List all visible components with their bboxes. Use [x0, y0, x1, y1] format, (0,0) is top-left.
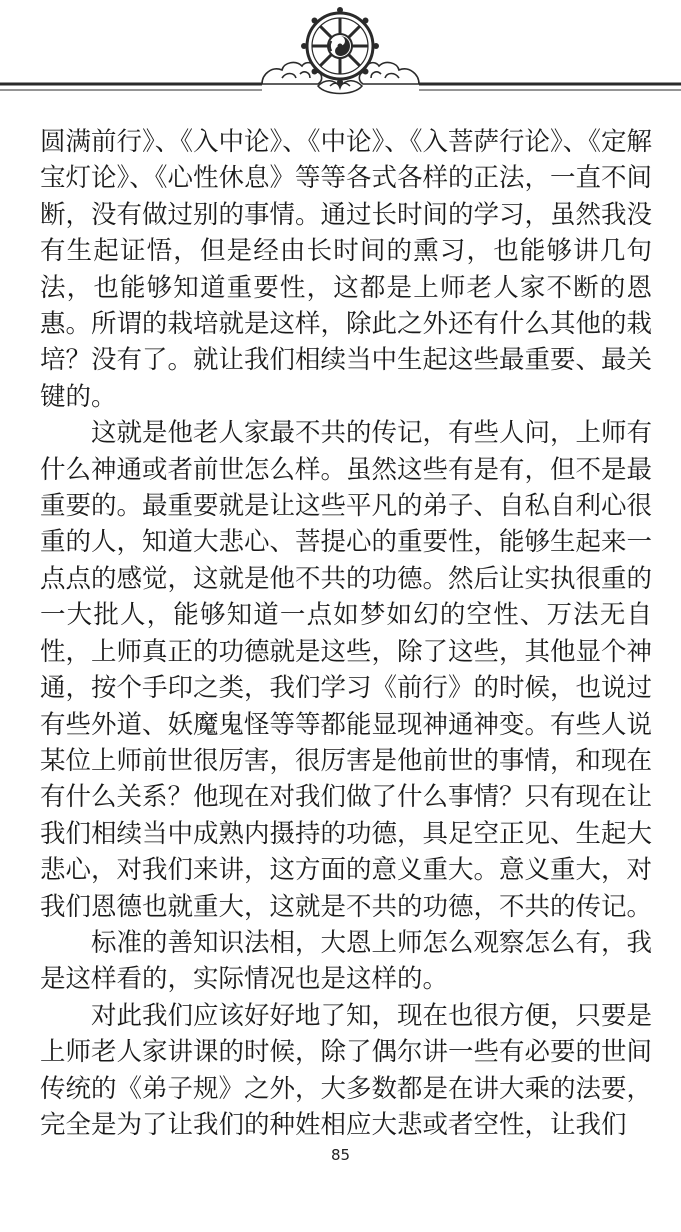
paragraph: 标准的善知识法相，大恩上师怎么观察怎么有，我是这样看的，实际情况也是这样的。	[40, 927, 653, 995]
paragraph: 圆满前行》、《入中论》、《中论》、《入菩萨行论》、《定解宝灯论》、《心性休息》等等各式各样的正法，一直不间断，没有做过别的事情。通过长时间的学习，虽然我没有生起证悟，但是经由长时间的熏习，也能够讲几句法，也能够知道重要性，这都是上师老人家不断的恩惠。所谓的栽培就是这样，除此之外还有什么其他的栽培？没有了。就让我们相续当中生起这些最重要、最关键的。	[40, 127, 653, 412]
right-cloud-icon	[359, 63, 419, 84]
header-border-ornament	[0, 0, 681, 112]
paragraph: 对此我们应该好好地了知，现在也很方便，只要是上师老人家讲课的时候，除了偶尔讲一些有必要的世间传统的《弟子规》之外，大多数都是在讲大乘的法要，完全是为了让我们的种姓相应大悲或者空性，让我们	[40, 1000, 653, 1140]
page-header-ornament	[0, 0, 681, 112]
body-text	[40, 124, 652, 1143]
dharma-wheel-icon	[301, 7, 379, 85]
paragraph: 这就是他老人家最不共的传记，有些人问，上师有什么神通或者前世怎么样。虽然这些有是有，但不是最重要的。最重要就是让这些平凡的弟子、自私自利心很重的人，知道大悲心、菩提心的重要性，能够生起来一点点的感觉，这就是他不共的功德。然后让实执很重的一大批人，能够知道一点如梦如幻的空性、万法无自性，上师真正的功德就是这些，除了这些，其他显个神通，按个手印之类，我们学习《前行》的时候，也说过有些外道、妖魔鬼怪等等都能显现神通神变。有些人说某位上师前世很厉害，很厉害是他前世的事情，和现在有什么关系？他现在对我们做了什么事情？只有现在让我们相续当中成熟内摄持的功德，具足空正见、生起大悲心，对我们来讲，这方面的意义重大。意义重大，对我们恩德也就重大，这就是不共的功德，不共的传记。	[40, 418, 653, 922]
page-number: 85	[330, 1146, 351, 1164]
